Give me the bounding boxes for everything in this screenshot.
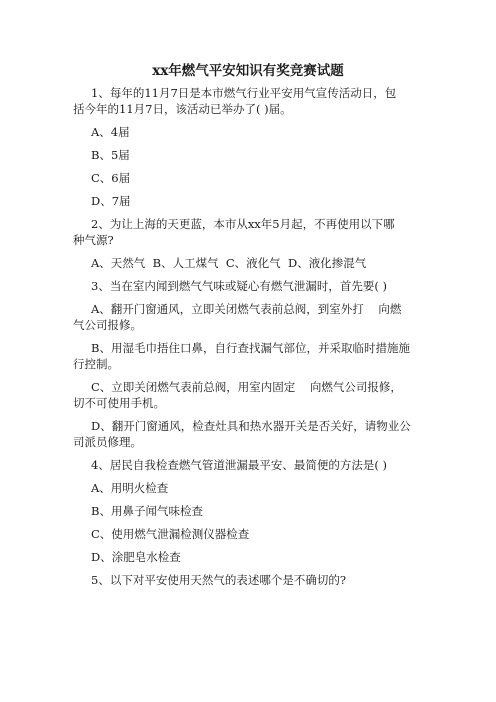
q3-option-c <box>73 379 433 411</box>
question-2-line-1: 2、为让上海的天更蓝，本市从xx年5月起，不再使用以下哪 <box>91 217 395 231</box>
q3-option-b-line-1: B、用湿毛巾捂住口鼻，自行查找漏气部位，并采取临时措施施 <box>91 341 410 355</box>
q2-options: A、天然气 B、人工煤气 C、液化气 D、液化掺混气 <box>91 256 367 270</box>
q3-option-a-line-1: A、翻开门窗通风，立即关闭燃气表前总阀，到室外打 向燃 <box>91 302 402 316</box>
q3-option-c-line-1: C、立即关闭燃气表前总阀，用室内固定 向燃气公司报修， <box>91 380 402 394</box>
question-1 <box>73 85 433 117</box>
q4-option-d: D、涂肥皂水检查 <box>91 550 181 564</box>
question-1-line-2: 括今年的11月7日，该活动已举办了( )届。 <box>73 102 292 116</box>
question-5: 5、以下对平安使用天然气的表述哪个是不确切的? <box>91 573 346 587</box>
q3-option-d-line-2: 司派员修理。 <box>73 435 142 449</box>
question-4: 4、居民自我检查燃气管道泄漏最平安、最简便的方法是( ) <box>91 458 387 472</box>
q4-option-a: A、用明火检查 <box>91 481 169 495</box>
q3-option-d-line-1: D、翻开门窗通风，检查灶具和热水器开关是否关好，请物业公 <box>91 419 411 433</box>
q3-option-d <box>73 418 433 450</box>
q3-option-b <box>73 340 433 372</box>
question-2-line-2: 种气源? <box>73 233 114 247</box>
q4-option-b: B、用鼻子闻气味检查 <box>91 504 203 518</box>
q1-option-a: A、4届 <box>91 125 130 139</box>
q4-option-c: C、使用燃气泄漏检测仪器检查 <box>91 527 250 541</box>
q1-option-b: B、5届 <box>91 148 130 162</box>
document-title: xx年燃气平安知识有奖竞赛试题 <box>152 63 344 79</box>
q1-option-d: D、7届 <box>91 194 131 208</box>
q3-option-b-line-2: 行控制。 <box>73 357 119 371</box>
question-2 <box>73 216 433 248</box>
question-3: 3、当在室内闻到燃气气味或疑心有燃气泄漏时，首先要( ) <box>91 279 387 293</box>
q3-option-a <box>73 301 433 333</box>
q3-option-c-line-2: 切不可使用手机。 <box>73 396 165 410</box>
question-1-line-1: 1、每年的11月7日是本市燃气行业平安用气宣传活动日，包 <box>91 86 397 100</box>
q3-option-a-line-2: 气公司报修。 <box>73 318 142 332</box>
document-body <box>73 85 433 595</box>
q1-option-c: C、6届 <box>91 171 131 185</box>
